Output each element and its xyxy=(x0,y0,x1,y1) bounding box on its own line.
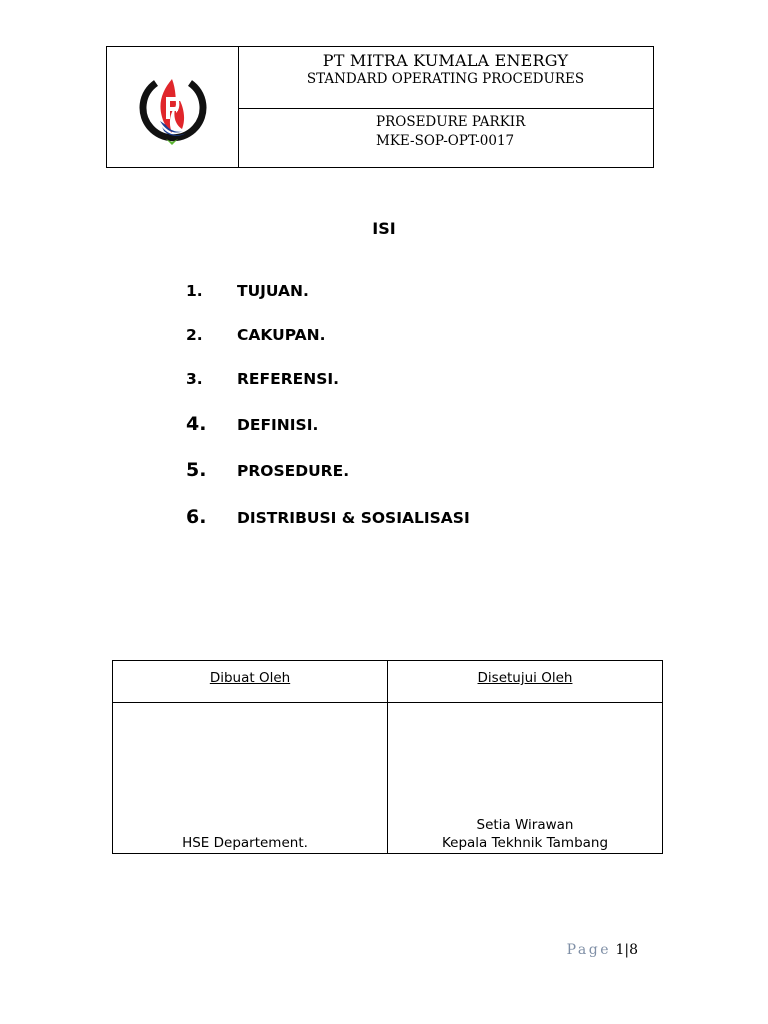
title-cell xyxy=(238,47,653,109)
page-separator: | xyxy=(624,942,630,958)
toc-number: 1. xyxy=(186,282,203,300)
current-page: 1 xyxy=(615,942,625,958)
made-by-value: HSE Departement. xyxy=(182,835,308,851)
sop-subtitle: STANDARD OPERATING PROCEDURES xyxy=(306,71,585,87)
toc-label: REFERENSI. xyxy=(237,370,340,388)
document-header xyxy=(106,46,654,168)
page-word: Page xyxy=(566,942,611,958)
toc-label: TUJUAN. xyxy=(237,282,309,300)
page-number xyxy=(567,942,638,958)
company-name: PT MITRA KUMALA ENERGY xyxy=(322,51,569,70)
toc-number: 3. xyxy=(186,370,203,388)
toc-label: PROSEDURE. xyxy=(237,462,350,480)
toc-label: DISTRIBUSI & SOSIALISASI xyxy=(237,509,470,527)
toc-number: 5. xyxy=(186,459,207,481)
toc-number: 4. xyxy=(186,413,207,435)
approval-table xyxy=(112,660,663,854)
toc-label: DEFINISI. xyxy=(237,416,319,434)
document-info-cell xyxy=(238,108,653,167)
contents-heading: ISI xyxy=(372,219,396,238)
document-title: PROSEDURE PARKIR xyxy=(376,114,526,130)
made-by-header: Dibuat Oleh xyxy=(209,670,291,686)
toc-label: CAKUPAN. xyxy=(237,326,326,344)
approver-name: Setia Wirawan xyxy=(476,817,574,833)
document-code: MKE-SOP-OPT-0017 xyxy=(376,133,515,149)
toc-number: 6. xyxy=(186,506,207,528)
company-logo-icon xyxy=(136,73,208,149)
logo-cell xyxy=(107,47,239,167)
total-pages: 8 xyxy=(629,942,638,958)
row-divider xyxy=(113,702,662,703)
approved-by-header: Disetujui Oleh xyxy=(477,670,573,686)
approver-title: Kepala Tekhnik Tambang xyxy=(441,835,609,851)
toc-number: 2. xyxy=(186,326,203,344)
